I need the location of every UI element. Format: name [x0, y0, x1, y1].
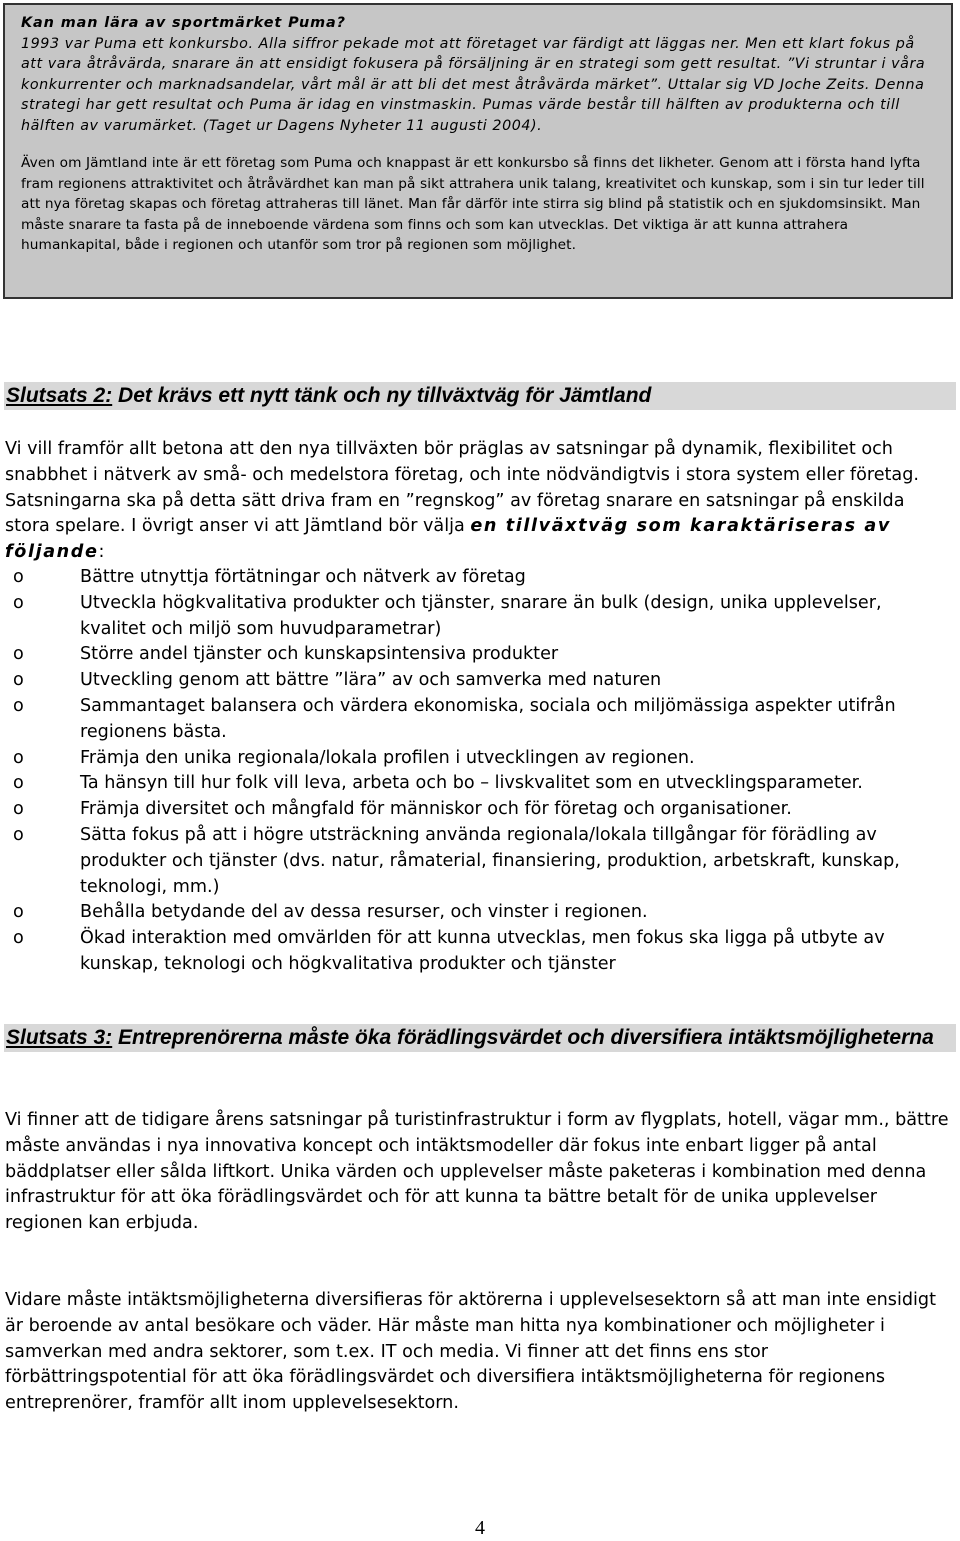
section-3-paragraph-1: Vi finner att de tidigare årens satsningar på turistinfrastruktur i form av flygplats, hotell, vägar mm., bättre måste användas i nya innovativa koncept och intäktsmodeller där fokus inte enbart ligger på antal bäddplatser eller sålda liftkort. Unika värden och upplevelser måste paketeras i kombination med denna infrastruktur för att öka förädlingsvärdet och för att kunna ta bättre betalt för de unika upplevelser regionen kan erbjuda.: [5, 1110, 949, 1234]
list-item: [5, 900, 951, 926]
section-2-heading: [4, 382, 956, 410]
box-body-text: Även om Jämtland inte är ett företag som Puma och knappast är ett konkursbo så finns det likheter. Genom att i första hand lyfta fram regionens attraktivitet och åtråvärdhet kan man på sikt attrahera unik talang, kreativitet och kunskap, som i sin tur leder till att nya företag skapas och företag attraheras till länet. Man får därför inte stirra sig blind på statistik och en sjukdomsinsikt. Man måste snarare ta fasta på de inneboende värdena som finns och som kan utvecklas. Det viktiga är att kunna attrahera humankapital, både i regionen och utanför som tror på regionen som möjlighet.: [21, 155, 925, 253]
list-item: [5, 797, 951, 823]
section-2-intro: [5, 437, 951, 566]
section-2-label: Slutsats 2:: [6, 384, 113, 407]
list-item-text: Främja diversitet och mångfald för människor och för företag och organisationer.: [80, 799, 792, 820]
list-item-text: Sammantaget balansera och värdera ekonomiska, sociala och miljömässiga aspekter utifrån regionens bästa.: [80, 695, 896, 742]
section-2-list: [5, 565, 951, 978]
section-2-intro-text: Vi vill framför allt betona att den nya tillväxten bör präglas av satsningar på dynamik, flexibilitet och snabbhet i nätverk av små- och medelstora företag, och inte nödvändigtvis i stora system eller företag. Satsningarna ska på detta sätt driva fram en ”regnskog” av företag snarare en satsningar på enskilda stora spelare. I övrigt anser vi att Jämtland bör välja: [5, 439, 919, 537]
section-2-title: Det krävs ett nytt tänk och ny tillväxtväg för Jämtland: [112, 384, 652, 407]
bullet-marker: o: [13, 695, 24, 716]
list-item-text: Främja den unika regionala/lokala profilen i utvecklingen av regionen.: [80, 747, 695, 768]
list-item-text: Utveckling genom att bättre ”lära” av och samverka med naturen: [80, 670, 662, 691]
list-item-text: Bättre utnyttja förtätningar och nätverk av företag: [80, 567, 526, 587]
section-2-emphasis: en tillväxtväg som karaktäriseras av följande: [5, 516, 891, 563]
list-item-text: Utveckla högkvalitativa produkter och tjänster, snarare än bulk (design, unika upplevelser, kvalitet och miljö som huvudparametrar): [80, 592, 882, 639]
puma-info-box: [3, 3, 953, 299]
list-item: [5, 926, 951, 978]
bullet-marker: o: [13, 747, 24, 768]
page-number: 4: [475, 1517, 485, 1539]
list-item-text: Sätta fokus på att i högre utsträckning använda regionala/lokala tillgångar för förädling av produkter och tjänster (dvs. natur, råmaterial, finansiering, produktion, arbetskraft, kunskap, teknologi, mm.): [80, 824, 900, 897]
box-quote-text: 1993 var Puma ett konkursbo. Alla siffror pekade mot att företaget var färdigt att läggas ner. Men ett klart fokus på att vara åtråvärda, snarare än att ensidigt fokusera på försäljning är en strategi som gett resultat. ”Vi struntar i våra konkurrenter och marknadsandelar, vårt mål är att bli det mest åtråvärda märket”. Uttalar sig VD Joche Zeits. Denna strategi har gett resultat och Puma är idag en vinstmaskin. Pumas värde består till hälften av produkterna och till hälften av varumärket. (Taget ur Dagens Nyheter 11 augusti 2004).: [21, 35, 926, 134]
section-3-label: Slutsats 3:: [6, 1026, 113, 1049]
list-item: [5, 771, 951, 797]
bullet-marker: o: [13, 928, 24, 949]
list-item-text: Större andel tjänster och kunskapsintensiva produkter: [80, 644, 559, 665]
bullet-marker: o: [13, 670, 24, 691]
list-item: [5, 642, 951, 668]
bullet-marker: o: [13, 592, 24, 613]
bullet-marker: o: [13, 773, 24, 794]
section-2-intro-end: :: [98, 542, 105, 563]
list-item-text: Behålla betydande del av dessa resurser, och vinster i regionen.: [80, 902, 648, 923]
list-item: [5, 823, 951, 900]
list-item: [5, 746, 951, 772]
list-item: [5, 694, 951, 746]
bullet-marker: o: [13, 567, 24, 587]
list-item-text: Ta hänsyn till hur folk vill leva, arbeta och bo – livskvalitet som en utvecklingsparameter.: [80, 773, 863, 794]
bullet-marker: o: [13, 799, 24, 820]
list-item: [5, 591, 951, 643]
bullet-marker: o: [13, 644, 24, 665]
section-3-heading: [4, 1024, 956, 1052]
bullet-marker: o: [13, 824, 24, 845]
list-item: [5, 565, 951, 591]
section-3-paragraph-2: Vidare måste intäktsmöjligheterna diversifieras för aktörerna i upplevelsesektorn så att man inte ensidigt är beroende av antal besökare och väder. Här måste man hitta nya kombinationer och möjligheter i samverkan med andra sektorer, som t.ex. IT och media. Vi finner att det finns ens stor förbättringspotential för att öka förädlingsvärdet och diversifiera intäktsmöjligheterna för regionens entreprenörer, framför allt inom upplevelsesektorn.: [5, 1290, 936, 1414]
section-3-title: Entreprenörerna måste öka förädlingsvärdet och diversifiera intäktsmöjligheterna: [112, 1026, 934, 1049]
list-item-text: Ökad interaktion med omvärlden för att kunna utvecklas, men fokus ska ligga på utbyte av kunskap, teknologi och högkvalitativa produkter och tjänster: [80, 928, 885, 974]
list-item: [5, 668, 951, 694]
box-title: Kan man lära av sportmärket Puma?: [21, 15, 346, 31]
bullet-marker: o: [13, 902, 24, 923]
